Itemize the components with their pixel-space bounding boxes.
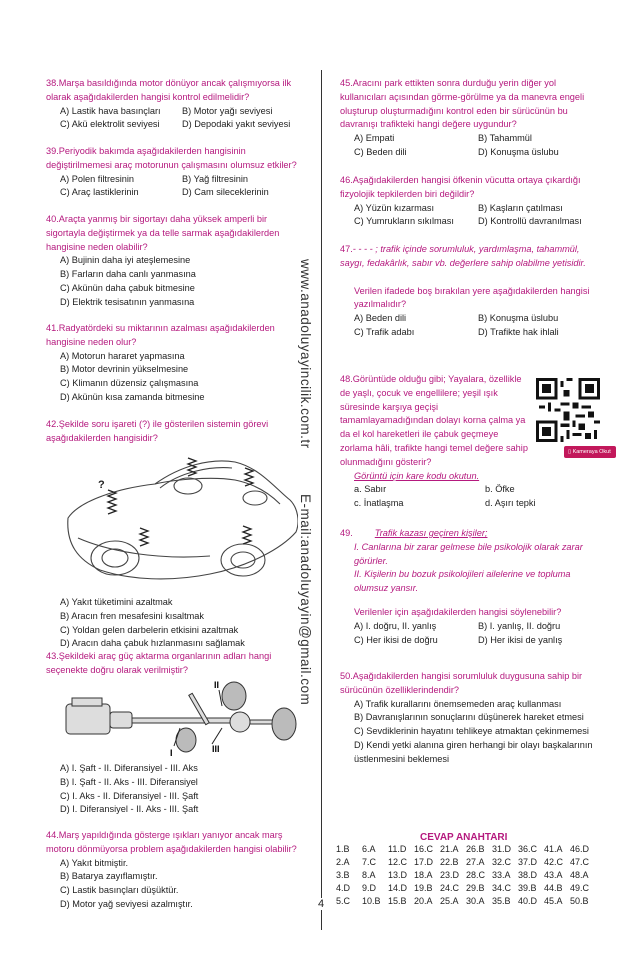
answer-key-cell: 47.C <box>570 857 590 867</box>
answer-key-cell: 17.D <box>414 857 434 867</box>
answer-key-cell: 12.C <box>388 857 408 867</box>
answer-key-cell: 34.C <box>492 883 512 893</box>
answer-key-cell: 24.C <box>440 883 460 893</box>
answer-key-cell: 25.A <box>440 896 459 906</box>
answer-key-cell: 14.D <box>388 883 408 893</box>
answer-key-row <box>336 870 596 883</box>
answer-key-cell: 19.B <box>414 883 433 893</box>
answer-key-cell: 8.A <box>362 870 376 880</box>
answer-key-cell: 23.D <box>440 870 460 880</box>
option-c[interactable]: C) Beden dili <box>354 146 407 157</box>
question-42-options <box>46 596 304 651</box>
car-suspension-figure <box>60 448 305 596</box>
option-d[interactable]: D) Kontrollü davranılması <box>478 216 582 227</box>
option-d[interactable]: D) Her ikisi de yanlış <box>478 634 563 645</box>
answer-key-cell: 42.C <box>544 857 564 867</box>
option-b[interactable]: B) I. yanlış, II. doğru <box>478 620 561 631</box>
answer-key-cell: 26.B <box>466 844 485 854</box>
statement-1: I. Canlarına bir zarar gelmese bile psikolojik olarak zarar görürler. <box>354 541 583 566</box>
option-c[interactable]: C) Yumrukların sıkılması <box>354 216 454 227</box>
question-stem: Araçta yanmış bir sigortayı daha yüksek amperli bir sigortayla değiştirmek ya da telle sarmak aşağıdakilerden hangisine neden olabilir? <box>46 214 280 252</box>
answer-key-cell: 15.B <box>388 896 407 906</box>
option-d[interactable]: D) Depodaki yakıt seviyesi <box>182 119 291 130</box>
question-50: 50.Aşağıdakilerden hangisi sorumluluk duygusuna sahip bir sürücünün özelliklerindendir? A) Trafik kurallarını önemsemeden araç kullanması B) Davranışlarının sonuçlarını düşünerek hareket etmesi C) Sevdiklerinin hayatını tehlikeye atmaktan çekinmemesi D) Kendi yetki alanına giren herhangi bir olayı başkalarının üstlenmesini beklemesi <box>340 670 602 767</box>
question-stem: Marşa basıldığında motor dönüyor ancak çalışmıyorsa ilk olarak aşağıdakilerden hangisi kontrol edilmelidir? <box>46 78 292 102</box>
option-b[interactable]: B) Motor devrinin yükselmesine <box>60 364 189 375</box>
answer-key-cell: 7.C <box>362 857 377 867</box>
answer-key-cell: 36.C <box>518 844 538 854</box>
answer-key-row <box>336 844 596 857</box>
question-stem: Radyatördeki su miktarının azalması aşağıdakilerden hangisine neden olur? <box>46 323 275 347</box>
question-stem: Şekilde soru işareti (?) ile gösterilen sistemin görevi aşağıdakilerden hangisidir? <box>46 419 269 443</box>
answer-key-cell: 16.C <box>414 844 434 854</box>
answer-key-cell: 29.B <box>466 883 485 893</box>
answer-key-cell: 45.A <box>544 896 563 906</box>
question-43-options <box>46 762 304 817</box>
option-c[interactable]: C) Lastik basınçları düşüktür. <box>60 885 179 896</box>
option-a[interactable]: A) Lastik hava basınçları <box>60 105 161 116</box>
question-title: Trafik kazası geçiren kişiler; <box>374 528 488 538</box>
answer-key-cell: 44.B <box>544 883 563 893</box>
answer-key-cell: 49.C <box>570 883 590 893</box>
drivetrain-figure <box>62 680 302 760</box>
answer-key-cell: 40.D <box>518 896 538 906</box>
question-38: 38.Marşa basıldığında motor dönüyor ancak çalışmıyorsa ilk olarak aşağıdakilerden hangisi kontrol edilmelidir? A) Lastik hava basınçları B) Motor yağı seviyesi C) Akü elektrolit seviyesi D) Depodaki yakıt seviyesi <box>46 77 304 132</box>
option-a[interactable]: A) Motorun hararet yapmasına <box>60 350 185 361</box>
question-stem: Aşağıdakilerden hangisi öfkenin vücutta ortaya çıkardığı fizyolojik tepkilerden biri değildir? <box>340 175 581 199</box>
option-d[interactable]: D) Aracın daha çabuk hızlanmasını sağlamak <box>60 638 245 649</box>
option-b[interactable]: B) Farların daha canlı yanmasına <box>60 269 196 280</box>
option-b[interactable]: B) Konuşma üslubu <box>478 313 559 324</box>
option-a[interactable]: A) Yakıt tüketimini azaltmak <box>60 597 173 607</box>
option-c[interactable]: c. İnatlaşma <box>354 498 404 509</box>
option-b[interactable]: B) Tahammül <box>478 133 532 144</box>
answer-key-cell: 35.B <box>492 896 511 906</box>
question-stem: Verilenler için aşağıdakilerden hangisi söylenebilir? <box>354 606 562 617</box>
question-44: 44.Marş yapıldığında gösterge ışıkları yanıyor ancak marş motoru dönmüyorsa problem aşağıdakilerden hangisi olabilir? A) Yakıt bitmiştir. B) Batarya zayıflamıştır. C) Lastik basınçları düşüktür. D) Motor yağ seviyesi azalmıştır. <box>46 829 304 912</box>
question-39: 39.Periyodik bakımda aşağıdakilerden hangisinin değiştirilmemesi araç motorunun çalışmasını olumsuz etkiler? A) Polen filtresinin B) Yağ filtresinin C) Araç lastiklerinin D) Cam sileceklerinin <box>46 145 304 200</box>
option-d[interactable]: d. Aşırı tepki <box>485 498 536 509</box>
option-d[interactable]: D) Trafikte hak ihlali <box>478 326 559 337</box>
option-d[interactable]: D) Cam sileceklerinin <box>182 187 269 198</box>
answer-key-row <box>336 857 596 870</box>
question-statement: - - - - ; trafik içinde sorumluluk, yardımlaşma, tahammül, saygı, fedakârlık, sabır vb. değerlere sahip olabilme yetisidir. <box>340 244 586 268</box>
answer-key-cell: 41.A <box>544 844 563 854</box>
option-a[interactable]: A) Polen filtresinin <box>60 173 135 184</box>
column-divider <box>321 70 322 930</box>
question-40: 40.Araçta yanmış bir sigortayı daha yüksek amperli bir sigortayla değiştirmek ya da telle sarmak aşağıdakilerden hangisine neden olabilir? A) Bujinin daha iyi ateşlemesine B) Farların daha canlı yanmasına C) Akünün daha çabuk bitmesine D) Elektrik tesisatının yanmasına <box>46 213 304 310</box>
website-text: www.anadoluyayincilik.com.tr <box>298 255 313 453</box>
answer-key-cell: 37.D <box>518 857 538 867</box>
question-stem: Şekildeki araç güç aktarma organlarının adları hangi seçenekte doğru olarak verilmiştir? <box>46 651 272 675</box>
answer-key-cell: 11.D <box>388 844 407 854</box>
answer-key-cell: 28.C <box>466 870 486 880</box>
question-45: 45.Aracını park ettikten sonra durduğu yerin diğer yol kullanıcıları açısından görme-görülme ya da manevra engeli oluşturup oluşturmadığını kontrol eden bir sürücünün bu davranışı trafikteki hangi değere uygundur? A) Empati B) Tahammül C) Beden dili D) Konuşma üslubu <box>340 77 602 160</box>
answer-key-cell: 2.A <box>336 857 350 867</box>
qr-note: Görüntü için kare kodu okutun. <box>354 470 480 481</box>
phone-icon: ▯ <box>568 449 573 455</box>
answer-key-cell: 46.D <box>570 844 590 854</box>
option-a[interactable]: A) I. doğru, II. yanlış <box>354 620 437 631</box>
answer-key-row <box>336 896 596 909</box>
statement-2: II. Kişilerin bu bozuk psikolojileri ailelerine ve topluma olumsuz yansır. <box>354 569 571 594</box>
figure-question-mark: ? <box>98 479 105 491</box>
camera-scan-label: Kameraya Okut <box>572 449 611 455</box>
option-c[interactable]: C) Akünün daha çabuk bitmesine <box>60 282 195 293</box>
option-d[interactable]: D) Motor yağ seviyesi azalmıştır. <box>60 898 193 909</box>
option-c[interactable]: C) Sevdiklerinin hayatını tehlikeye atmaktan çekinmemesi <box>354 726 589 737</box>
option-a[interactable]: A) Bujinin daha iyi ateşlemesine <box>60 255 191 266</box>
option-a[interactable]: A) Empati <box>354 133 395 144</box>
qr-code-icon[interactable] <box>536 378 600 442</box>
question-46: 46.Aşağıdakilerden hangisi öfkenin vücutta ortaya çıkardığı fizyolojik tepkilerden biri değildir? A) Yüzün kızarması B) Kaşların çatılması C) Yumrukların sıkılması D) Kontrollü davranılması <box>340 174 602 229</box>
answer-key-cell: 5.C <box>336 896 351 906</box>
answer-key-table <box>336 844 596 909</box>
answer-key-cell: 38.D <box>518 870 538 880</box>
answer-key-cell: 18.A <box>414 870 433 880</box>
answer-key-cell: 21.A <box>440 844 459 854</box>
question-41: 41.Radyatördeki su miktarının azalması aşağıdakilerden hangisine neden olur? A) Motorun hararet yapmasına B) Motor devrinin yükselmesine C) Klimanın düzensiz çalışmasına D) Akünün kısa zamanda bitmesine <box>46 322 304 405</box>
answer-key-cell: 31.D <box>492 844 512 854</box>
answer-key-cell: 3.B <box>336 870 350 880</box>
option-d[interactable]: D) Kendi yetki alanına giren herhangi bir olayı başkalarının üstlenmesini beklemesi <box>354 739 593 764</box>
option-a[interactable]: A) Beden dili <box>354 313 407 324</box>
page-number: 4 <box>318 898 325 910</box>
option-b[interactable]: B) Aracın fren mesafesini kısaltmak <box>60 610 204 621</box>
option-b[interactable]: B) Davranışlarının sonuçlarını düşünerek hareket etmesi <box>354 712 584 723</box>
option-b[interactable]: B) I. Şaft - II. Aks - III. Diferansiyel <box>60 776 198 787</box>
figure-label-2: II <box>214 680 220 690</box>
answer-key-cell: 33.A <box>492 870 511 880</box>
answer-key-row <box>336 883 596 896</box>
answer-key-cell: 1.B <box>336 844 350 854</box>
option-d[interactable]: D) Akünün kısa zamanda bitmesine <box>60 391 205 402</box>
option-a[interactable]: A) Trafik kurallarını önemsemeden araç kullanması <box>354 698 562 709</box>
question-42: 42.Şekilde soru işareti (?) ile gösterilen sistemin görevi aşağıdakilerden hangisidir? <box>46 419 269 443</box>
answer-key-cell: 9.D <box>362 883 377 893</box>
option-c[interactable]: C) Araç lastiklerinin <box>60 187 139 198</box>
option-d[interactable]: D) Konuşma üslubu <box>478 146 559 157</box>
figure-label-1: I <box>170 748 173 758</box>
option-b[interactable]: B) Kaşların çatılması <box>478 202 563 213</box>
camera-scan-button[interactable] <box>564 446 616 458</box>
answer-key-cell: 10.B <box>362 896 381 906</box>
option-c[interactable]: C) Her ikisi de doğru <box>354 634 438 645</box>
option-b[interactable]: B) Batarya zayıflamıştır. <box>60 871 158 882</box>
answer-key-cell: 22.B <box>440 857 459 867</box>
answer-key-cell: 39.B <box>518 883 537 893</box>
question-48: 48.Görüntüde olduğu gibi; Yayalara, özellikle de yaşlı, çocuk ve engellilere; yeşil ışık süresinde karşıya geçişi tamamlayamadığından dolayı korna çalma ya da el kol hareketleri ile çabuk geçmeye zorlama hâli, trafikte hangi temel değere sahip olunmadığını gösterir? Görüntü için kare kodu okutun. a. Sabır b. Öfke c. İnatlaşma d. Aşırı tepki <box>340 373 528 511</box>
option-d[interactable]: D) I. Diferansiyel - II. Aks - III. Şaft <box>60 804 199 815</box>
option-c[interactable]: C) Yoldan gelen darbelerin etkisini azaltmak <box>60 624 239 635</box>
email-text: E-mail:anadoluyayin@gmail.com <box>298 490 313 709</box>
question-stem: Görüntüde olduğu gibi; Yayalara, özellikle de yaşlı, çocuk ve engellilere; yeşil ışık süresinde karşıya geçişi tamamlayamadığından dolayı korna çalma ya da el kol hareketleri ile çabuk geçmeye zorlama hâli, trafikte hangi temel değere sahip olunmadığını gösterir? <box>340 374 528 467</box>
option-c[interactable]: C) Klimanın düzensiz çalışmasına <box>60 378 199 389</box>
option-b[interactable]: B) Yağ filtresinin <box>182 173 249 184</box>
question-stem: Aracını park ettikten sonra durduğu yerin diğer yol kullanıcıları açısından görme-görülme ya da manevra engeli oluşturup oluşturmadığını kontrol eden bir sürücünün bu davranışı trafikteki hangi değere uygundur? <box>340 78 585 130</box>
question-stem: Periyodik bakımda aşağıdakilerden hangisinin değiştirilmemesi araç motorunun çalışmasını olumsuz etkiler? <box>46 146 297 170</box>
option-d[interactable]: D) Elektrik tesisatının yanmasına <box>60 296 195 307</box>
question-stem: Marş yapıldığında gösterge ışıkları yanıyor ancak marş motoru dönmüyorsa problem aşağıdakilerden hangisi olabilir? <box>46 830 297 854</box>
question-stem: Aşağıdakilerden hangisi sorumluluk duygusuna sahip bir sürücünün özelliklerindendir? <box>340 671 583 695</box>
option-a[interactable]: a. Sabır <box>354 484 387 495</box>
question-47: 47.- - - - ; trafik içinde sorumluluk, yardımlaşma, tahammül, saygı, fedakârlık, sabır vb. değerlere sahip olabilme yetisidir. Verilen ifadede boş bırakılan yere aşağıdakilerden hangisi yazılmalıdır? A) Beden dili B) Konuşma üslubu C) Trafik adabı D) Trafikte hak ihlali <box>340 243 602 340</box>
question-49: 49. Trafik kazası geçiren kişiler; I. Canlarına bir zarar gelmese bile psikolojik olarak zarar görürler. II. Kişilerin bu bozuk psikolojileri ailelerine ve topluma olumsuz yansır. Verilenler için aşağıdakilerden hangisi söylenebilir? A) I. doğru, II. yanlış B) I. yanlış, II. doğru C) Her ikisi de doğru D) Her ikisi de yanlış <box>340 527 602 647</box>
option-a[interactable]: A) I. Şaft - II. Diferansiyel - III. Aks <box>60 763 198 773</box>
answer-key-cell: 20.A <box>414 896 433 906</box>
option-a[interactable]: A) Yakıt bitmiştir. <box>60 857 129 868</box>
question-stem: Verilen ifadede boş bırakılan yere aşağıdakilerden hangisi yazılmalıdır? <box>354 285 590 310</box>
option-a[interactable]: A) Yüzün kızarması <box>354 202 434 213</box>
answer-key-cell: 6.A <box>362 844 376 854</box>
answer-key-cell: 13.D <box>388 870 408 880</box>
option-b[interactable]: b. Öfke <box>485 484 515 495</box>
answer-key-cell: 4.D <box>336 883 351 893</box>
option-b[interactable]: B) Motor yağı seviyesi <box>182 105 273 116</box>
option-c[interactable]: C) Trafik adabı <box>354 326 415 337</box>
answer-key-cell: 43.A <box>544 870 563 880</box>
question-43: 43.Şekildeki araç güç aktarma organlarının adları hangi seçenekte doğru olarak verilmiştir? <box>46 651 272 675</box>
answer-key-title: CEVAP ANAHTARI <box>420 832 508 843</box>
option-c[interactable]: C) I. Aks - II. Diferansiyel - III. Şaft <box>60 790 199 801</box>
option-c[interactable]: C) Akü elektrolit seviyesi <box>60 119 160 130</box>
answer-key-cell: 30.A <box>466 896 485 906</box>
answer-key-cell: 32.C <box>492 857 512 867</box>
answer-key-cell: 48.A <box>570 870 589 880</box>
figure-label-3: III <box>212 744 220 754</box>
answer-key-cell: 50.B <box>570 896 589 906</box>
answer-key-cell: 27.A <box>466 857 485 867</box>
